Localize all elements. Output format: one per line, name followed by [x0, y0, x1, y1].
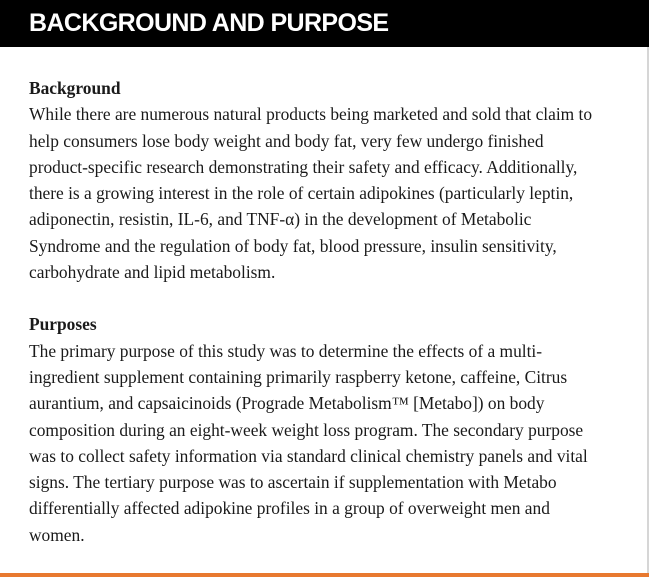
header-bar — [0, 0, 649, 47]
purposes-line: aurantium, and capsaicinoids (Prograde Metabolism™ [Metabo]) on body — [29, 393, 545, 414]
content-area — [29, 75, 635, 548]
purposes-paragraph — [29, 338, 635, 548]
background-line: While there are numerous natural products being marketed and sold that claim to — [29, 104, 593, 125]
purposes-section — [29, 311, 635, 548]
purposes-line: The primary purpose of this study was to determine the effects of a multi- — [29, 340, 543, 361]
purposes-line: was to collect safety information via standard clinical chemistry panels and vital — [29, 445, 588, 466]
purposes-heading: Purposes — [29, 314, 97, 335]
background-section — [29, 75, 635, 285]
background-line: there is a growing interest in the role of certain adipokines (particularly leptin, — [29, 183, 574, 204]
background-paragraph — [29, 101, 635, 285]
section-spacer — [29, 285, 635, 311]
page-title: BACKGROUND AND PURPOSE — [29, 9, 389, 37]
background-line: help consumers lose body weight and body fat, very few undergo finished — [29, 130, 544, 151]
purposes-line: ingredient supplement containing primarily raspberry ketone, caffeine, Citrus — [29, 366, 568, 387]
background-line: product-specific research demonstrating their safety and efficacy. Additionally, — [29, 156, 578, 177]
accent-rule — [0, 573, 649, 577]
purposes-line: composition during an eight-week weight loss program. The secondary purpose — [29, 419, 584, 440]
purposes-line: women. — [29, 524, 85, 545]
purposes-line: signs. The tertiary purpose was to ascertain if supplementation with Metabo — [29, 472, 557, 493]
background-line: adiponectin, resistin, IL-6, and TNF-α) in the development of Metabolic — [29, 209, 532, 230]
background-line: carbohydrate and lipid metabolism. — [29, 262, 276, 283]
background-heading: Background — [29, 78, 121, 98]
background-line: Syndrome and the regulation of body fat, blood pressure, insulin sensitivity, — [29, 235, 557, 256]
purposes-line: differentially affected adipokine profiles in a group of overweight men and — [29, 498, 550, 519]
